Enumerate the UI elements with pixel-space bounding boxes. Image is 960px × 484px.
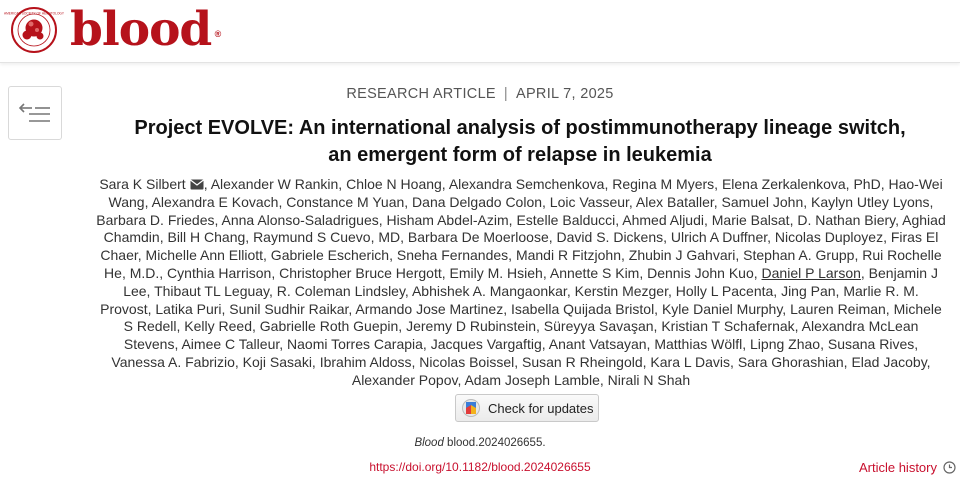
article-type: RESEARCH ARTICLE: [346, 86, 496, 102]
logo-text: blood: [70, 2, 212, 57]
title-line: an emergent form of relapse in leukemia: [328, 144, 712, 166]
toc-list-icon: [19, 102, 51, 124]
doi-link[interactable]: https://doi.org/10.1182/blood.2024026655: [369, 460, 591, 474]
blood-logo[interactable]: [3, 2, 221, 57]
citation-journal: Blood: [414, 437, 444, 449]
article-history-link[interactable]: [859, 460, 956, 475]
article-history-label: Article history: [858, 460, 937, 475]
check-updates-icon: [462, 399, 480, 417]
clock-history-icon: [943, 461, 956, 474]
check-for-updates-label: Check for updates: [488, 400, 594, 416]
author-link[interactable]: Daniel P Larson: [761, 264, 861, 281]
author-names[interactable]: , Benjamin J Lee, Thibaut TL Leguay, R. Coleman Lindsley, Abhishek A. Mangaonkar, Kerstin Mezger, Holly L Pacenta, Jing Pan, Marlie R. M. Provost, Latika Puri, Sunil Sudhir Raikar, Armando Jose Martinez, Isabella Quijada Bristol, Kyle Daniel Murphy, Lauren Reiman, Michele S Redell, Kelly Reed, Gabrielle Roth Guepin, Jeremy D Rubinstein, Süreyya Savaşan, Kristian T Schafernak, Alexandra McLean Stevens, Aimee C Talleur, Naomi Torres Carapia, Jacques Vargaftig, Anant Vatsayan, Matthias Wölfl, Lipng Zhao, Susana Rives, Vanessa A. Fabrizio, Koji Sasaki, Ibrahim Aldoss, Nicolas Boissel, Susan R Rheingold, Kara L Davis, Sara Ghorashian, Elad Jacoby, Alexander Popov, Adam Joseph Lamble, Nirali N Shah: [100, 264, 942, 388]
asterisk-seal-icon: [3, 6, 65, 54]
seal-text: AMERICAN SOCIETY OF HEMATOLOGY: [3, 11, 65, 16]
meta-separator: |: [503, 86, 508, 102]
author-link[interactable]: Sara K Silbert: [99, 176, 186, 192]
article-meta: [0, 86, 960, 102]
author-list: [96, 176, 946, 390]
citation-id: blood.2024026655.: [443, 437, 546, 449]
site-header: [0, 0, 960, 63]
mail-icon[interactable]: [190, 179, 204, 190]
article-date: APRIL 7, 2025: [515, 86, 614, 102]
registered-mark: ®: [214, 29, 221, 39]
title-line: Project EVOLVE: An international analysis of postimmunotherapy lineage switch,: [134, 117, 906, 139]
check-for-updates-button[interactable]: [455, 394, 599, 422]
citation: [0, 437, 960, 449]
article-title: [90, 115, 950, 169]
author-names[interactable]: , Alexander W Rankin, Chloe N Hoang, Alexandra Semchenkova, Regina M Myers, Elena Zerkalenkova, PhD, Hao-Wei Wang, Alexandra E Kovach, Constance M Yuan, Dana Delgado Colon, Loic Vasseur, Alex Bataller, Samuel John, Kaylyn Utley Lyons, Barbara D. Friedes, Anna Alonso-Saladrigues, Hisham Abdel-Azim, Estelle Balducci, Ahmed Aljudi, Marie Balsat, D. Nathan Biery, Aghiad Chamdin, Bill H Chang, Raymund S Cuevo, MD, Barbara De Moerloose, David S. Dickens, Ulrich A Duffner, Nicolas Duployez, Firas El Chaer, Michelle Ann Elliott, Gabriele Escherich, Sneha Fernandes, Mandi R Fitzjohn, Zhubin J Gahvari, Stephan A. Grupp, Rui Rochelle He, M.D., Cynthia Harrison, Christopher Bruce Hergott, Emily M. Hsieh, Annette S Kim, Dennis John Kuo,: [96, 176, 946, 281]
